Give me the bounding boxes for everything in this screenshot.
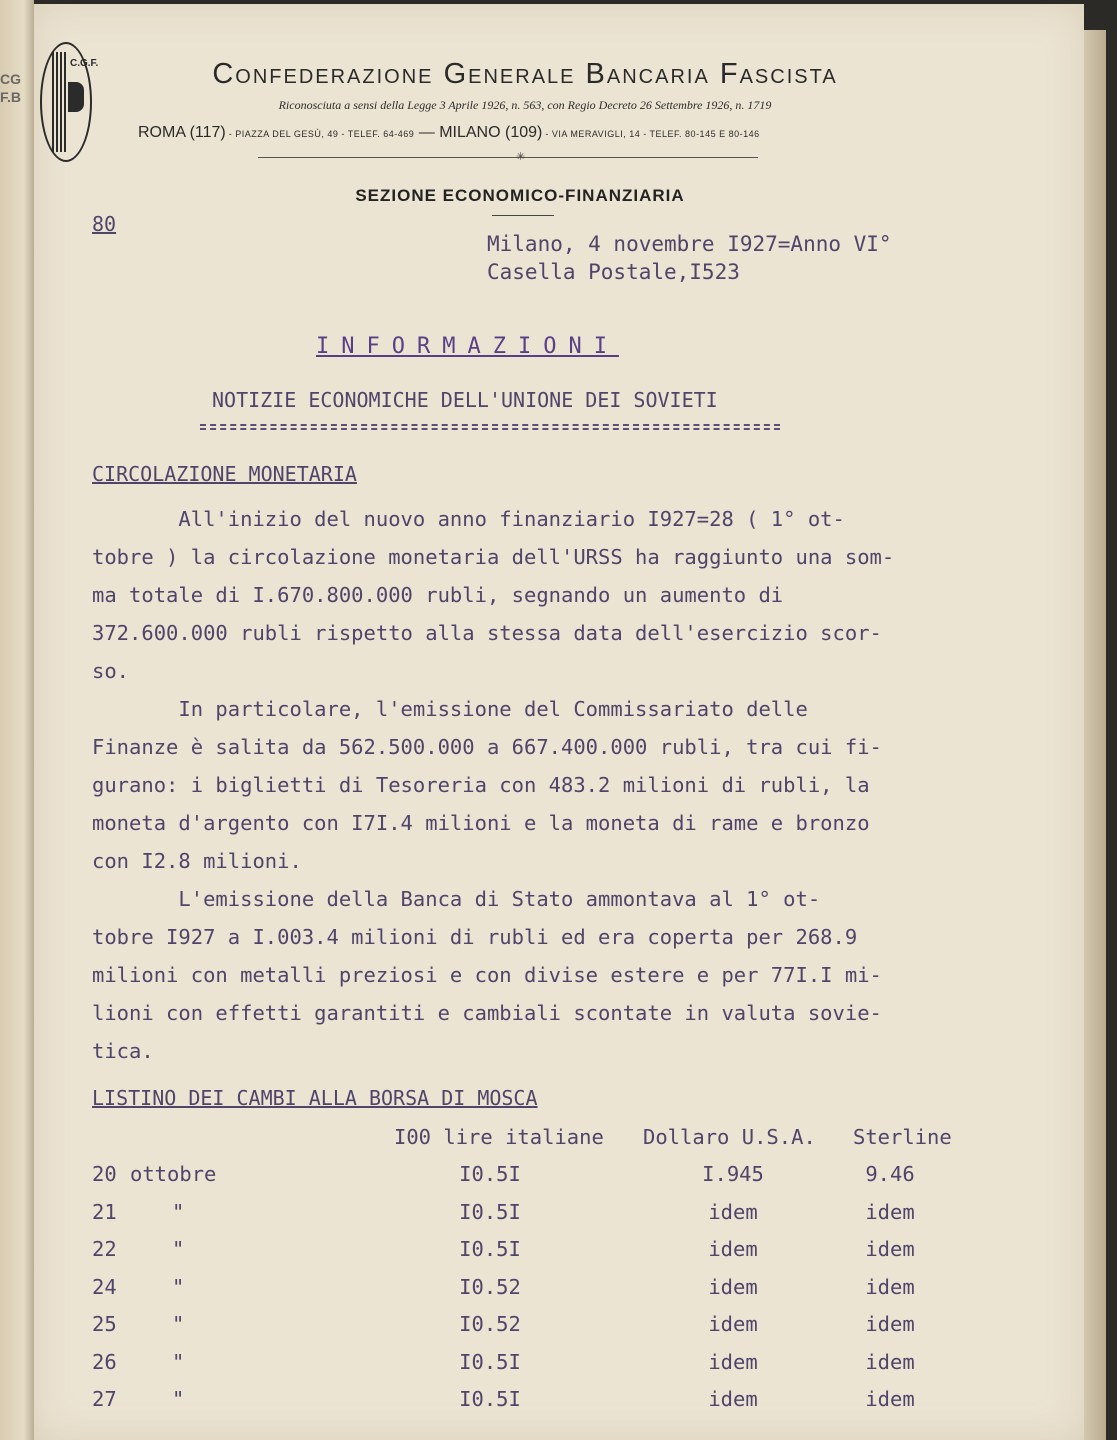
cell-lire: I0.5I bbox=[459, 1349, 521, 1374]
cell-sterline: idem bbox=[865, 1237, 915, 1261]
row-day: 26 bbox=[92, 1349, 117, 1374]
document-number: 80 bbox=[92, 212, 117, 236]
row-day: 20 bbox=[92, 1162, 117, 1186]
cell-lire: I0.5I bbox=[459, 1237, 521, 1261]
paragraph-1: All'inizio del nuovo anno finanziario I927=28 ( 1° ot- tobre ) la circolazione monetaria dell'URSS ha raggiunto una som- ma totale di I.670.800.000 rubli, segnando un aumento di 372.600.000 rubli rispetto alla stessa data dell'esercizio scor- so. bbox=[92, 507, 895, 683]
row-ditto: " bbox=[172, 1349, 185, 1374]
cell-lire: I0.52 bbox=[459, 1312, 521, 1336]
right-page-edge bbox=[1084, 30, 1106, 1440]
letterhead-title: Confederazione Generale Bancaria Fascista bbox=[212, 58, 838, 90]
cell-lire: I0.5I bbox=[459, 1162, 521, 1186]
cell-lire: I0.5I bbox=[459, 1199, 521, 1224]
row-day: 22 bbox=[92, 1237, 117, 1261]
row-ditto: " bbox=[172, 1387, 185, 1411]
letterhead-address bbox=[138, 124, 918, 142]
cell-dollaro: idem bbox=[708, 1237, 758, 1261]
cell-dollaro: idem bbox=[708, 1387, 758, 1411]
row-day: 24 bbox=[92, 1274, 117, 1299]
cell-lire: I0.5I bbox=[459, 1387, 521, 1411]
place-date: Milano, 4 novembre I927=Anno VI° bbox=[487, 232, 892, 256]
cell-sterline: idem bbox=[865, 1387, 915, 1411]
paragraph-2: In particolare, l'emissione del Commissariato delle Finanze è salita da 562.500.000 a 667.400.000 rubli, tra cui fi- gurano: i biglietti di Tesoreria con 483.2 milioni di rubli, la moneta d'argento con I7I.4 milioni e la moneta di rame e bronzo con I2.8 milioni. bbox=[92, 697, 882, 873]
fasces-emblem-icon bbox=[40, 42, 99, 162]
left-page-edge bbox=[0, 0, 34, 1440]
address-milano-details: - VIA MERAVIGLI, 14 - TELEF. 80-145 E 80-146 bbox=[542, 129, 760, 139]
divider-ornament-icon: ✳ bbox=[516, 151, 526, 163]
row-ditto: " bbox=[172, 1274, 185, 1299]
address-separator: — bbox=[414, 124, 440, 141]
cell-dollaro: idem bbox=[708, 1312, 758, 1336]
row-ditto: " bbox=[172, 1312, 185, 1336]
report-title: NOTIZIE ECONOMICHE DELL'UNIONE DEI SOVIETI bbox=[212, 388, 718, 412]
cell-sterline: idem bbox=[865, 1274, 915, 1299]
letterhead-divider bbox=[258, 157, 758, 158]
po-box: Casella Postale,I523 bbox=[487, 260, 740, 284]
column-header-dollaro: Dollaro U.S.A. bbox=[643, 1125, 816, 1149]
section-title: SEZIONE ECONOMICO-FINANZIARIA bbox=[355, 186, 685, 205]
section-divider bbox=[492, 215, 554, 216]
cell-dollaro: idem bbox=[708, 1199, 758, 1224]
cell-dollaro: idem bbox=[708, 1349, 758, 1374]
informazioni-heading: INFORMAZIONI bbox=[316, 334, 619, 359]
paragraph-3: L'emissione della Banca di Stato ammontava al 1° ot- tobre I927 a I.003.4 milioni di rubli ed era coperta per 268.9 milioni con metalli preziosi e con divise estere e per 77I.I mi- lioni con effetti garantiti e cambiali scontate in valuta sovie- tica. bbox=[92, 887, 882, 1063]
column-header-lire: I00 lire italiane bbox=[394, 1125, 604, 1149]
cell-sterline: idem bbox=[865, 1199, 915, 1224]
cell-dollaro: idem bbox=[708, 1274, 758, 1299]
row-day: 27 bbox=[92, 1387, 117, 1411]
row-day: 25 bbox=[92, 1312, 117, 1336]
listino-heading: LISTINO DEI CAMBI ALLA BORSA DI MOSCA bbox=[92, 1086, 538, 1110]
letterhead-subtitle: Riconosciuta a sensi della Legge 3 Aprile 1926, n. 563, con Regio Decreto 26 Settembre 1926, n. 1719 bbox=[278, 98, 772, 112]
cell-sterline: idem bbox=[865, 1349, 915, 1374]
cell-lire: I0.52 bbox=[459, 1274, 521, 1299]
row-day: 21 bbox=[92, 1199, 117, 1224]
address-roma-details: - PIAZZA DEL GESÙ, 49 - TELEF. 64-469 bbox=[225, 129, 415, 139]
cell-dollaro: I.945 bbox=[702, 1162, 764, 1186]
column-header-sterline: Sterline bbox=[853, 1125, 952, 1149]
emblem-letters: C.G.F. bbox=[70, 58, 99, 69]
row-ditto: " bbox=[172, 1237, 185, 1261]
row-ditto: " bbox=[172, 1199, 185, 1224]
row-month: ottobre bbox=[130, 1162, 217, 1186]
address-roma-city: ROMA (117) bbox=[138, 124, 226, 141]
cell-sterline: idem bbox=[865, 1312, 915, 1336]
cell-sterline: 9.46 bbox=[865, 1162, 915, 1186]
title-double-rule bbox=[200, 424, 780, 430]
left-page-stamp: CG F.B bbox=[0, 71, 21, 105]
circolazione-heading: CIRCOLAZIONE MONETARIA bbox=[92, 462, 357, 486]
address-milano-city: MILANO (109) bbox=[439, 124, 543, 141]
